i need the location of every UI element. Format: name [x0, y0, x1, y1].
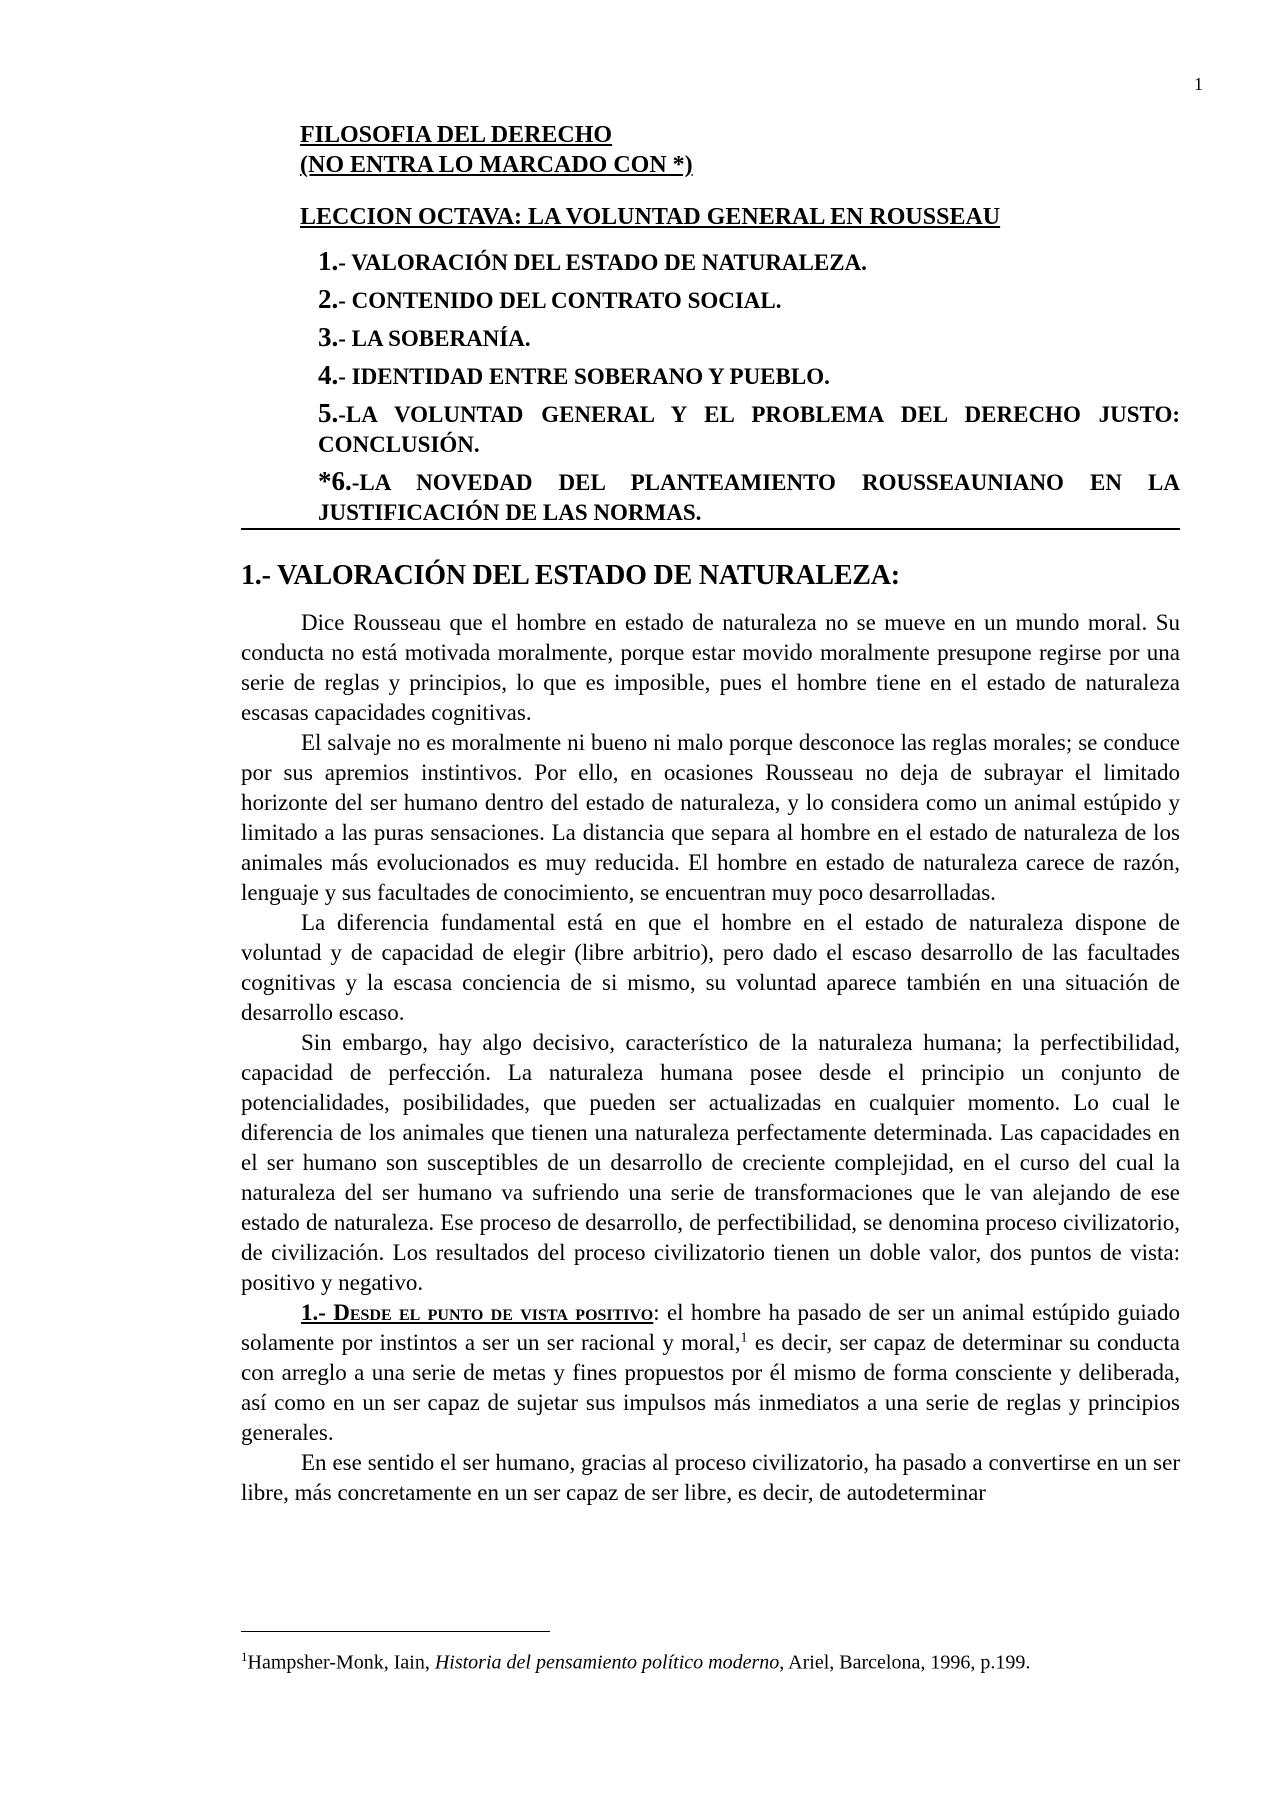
- footnote-divider: [241, 1631, 550, 1632]
- page-number: 1: [1194, 74, 1203, 94]
- paragraph: Dice Rousseau que el hombre en estado de naturaleza no se mueve en un mundo moral. Su conducta no está motivada moralmente, porque estar movido moralmente presupone regirse por una serie de reglas y principios, lo que es imposible, pues el hombre tiene en el estado de naturaleza escasas capacidades cognitivas.: [241, 610, 1180, 725]
- paragraph-positive-view: 1.- Desde el punto de vista positivo: el hombre ha pasado de ser un animal estúpido guiado solamente por instintos a ser un ser racional y moral,$^1$ es decir, ser capaz de determinar su conducta con arreglo a una serie de metas y fines propuestos por él mismo de forma consciente y deliberada, así como en un ser capaz de sujetar sus impulsos más inmediatos a una serie de reglas y principios generales.: [241, 1300, 1180, 1445]
- paragraph: La diferencia fundamental está en que el hombre en el estado de naturaleza dispone de voluntad y de capacidad de elegir (libre arbitrio), pero dado el escaso desarrollo de las facultades cognitivas y la escasa conciencia de si mismo, su voluntad aparece también en una situación de desarrollo escaso.: [241, 910, 1180, 1025]
- paragraph: En ese sentido el ser humano, gracias al proceso civilizatorio, ha pasado a convertirse en un ser libre, más concretamente en un ser capaz de ser libre, es decir, de autodeterminar: [241, 1450, 1180, 1505]
- section-heading: 1.- VALORACIÓN DEL ESTADO DE NATURALEZA:: [241, 560, 900, 591]
- toc-item: 4.- IDENTIDAD ENTRE SOBERANO Y PUEBLO.: [318, 360, 830, 390]
- footnote-book-title: Historia del pensamiento político moderno: [434, 1651, 780, 1674]
- section-divider: [241, 528, 1180, 530]
- toc-item: 1.- VALORACIÓN DEL ESTADO DE NATURALEZA.: [318, 246, 867, 276]
- paragraph: Sin embargo, hay algo decisivo, característico de la naturaleza humana; la perfectibilidad, capacidad de perfección. La naturaleza humana posee desde el principio un conjunto de potencialidades, posibilidades, que pueden ser actualizadas en cualquier momento. Lo cual le diferencia de los animales que tienen una naturaleza perfectamente determinada. Las capacidades en el ser humano son susceptibles de un desarrollo de creciente complejidad, en el curso del cual la naturaleza del ser humano va sufriendo una serie de transformaciones que le van alejando de ese estado de naturaleza. Ese proceso de desarrollo, de perfectibilidad, se denomina proceso civilizatorio, de civilización. Los resultados del proceso civilizatorio tienen un doble valor, dos puntos de vista: positivo y negativo.: [241, 1030, 1180, 1295]
- document-header: [300, 120, 1180, 232]
- table-of-contents: [318, 246, 1180, 534]
- toc-item: 3.- LA SOBERANÍA.: [318, 322, 531, 352]
- footnote: $^1$Hampsher-Monk, Iain, Historia del pensamiento político moderno, Ariel, Barcelona, 1996, p.199.: [241, 1649, 1031, 1674]
- positive-view-heading: 1.- Desde el punto de vista positivo: [301, 1300, 654, 1325]
- document-title: FILOSOFIA DEL DERECHO: [300, 122, 613, 148]
- document-subtitle: (NO ENTRA LO MARCADO CON *): [300, 152, 693, 178]
- toc-item: 2.- CONTENIDO DEL CONTRATO SOCIAL.: [318, 284, 782, 314]
- toc-item: *6.-LA NOVEDAD DEL PLANTEAMIENTO ROUSSEAUNIANO EN LA JUSTIFICACIÓN DE LAS NORMAS.: [318, 466, 1180, 525]
- lesson-title: LECCION OCTAVA: LA VOLUNTAD GENERAL EN ROUSSEAU: [300, 204, 1001, 230]
- footnote-marker: 1: [241, 1649, 248, 1664]
- footnote-reference[interactable]: 1: [740, 1330, 748, 1346]
- body-text: [241, 608, 1180, 1508]
- toc-item: 5.-LA VOLUNTAD GENERAL Y EL PROBLEMA DEL DERECHO JUSTO: CONCLUSIÓN.: [318, 398, 1180, 457]
- paragraph: El salvaje no es moralmente ni bueno ni malo porque desconoce las reglas morales; se conduce por sus apremios instintivos. Por ello, en ocasiones Rousseau no deja de subrayar el limitado horizonte del ser humano dentro del estado de naturaleza, y lo considera como un animal estúpido y limitado a las puras sensaciones. La distancia que separa al hombre en el estado de naturaleza de los animales más evolucionados es muy reducida. El hombre en estado de naturaleza carece de razón, lenguaje y sus facultades de conocimiento, se encuentran muy poco desarrolladas.: [241, 730, 1180, 905]
